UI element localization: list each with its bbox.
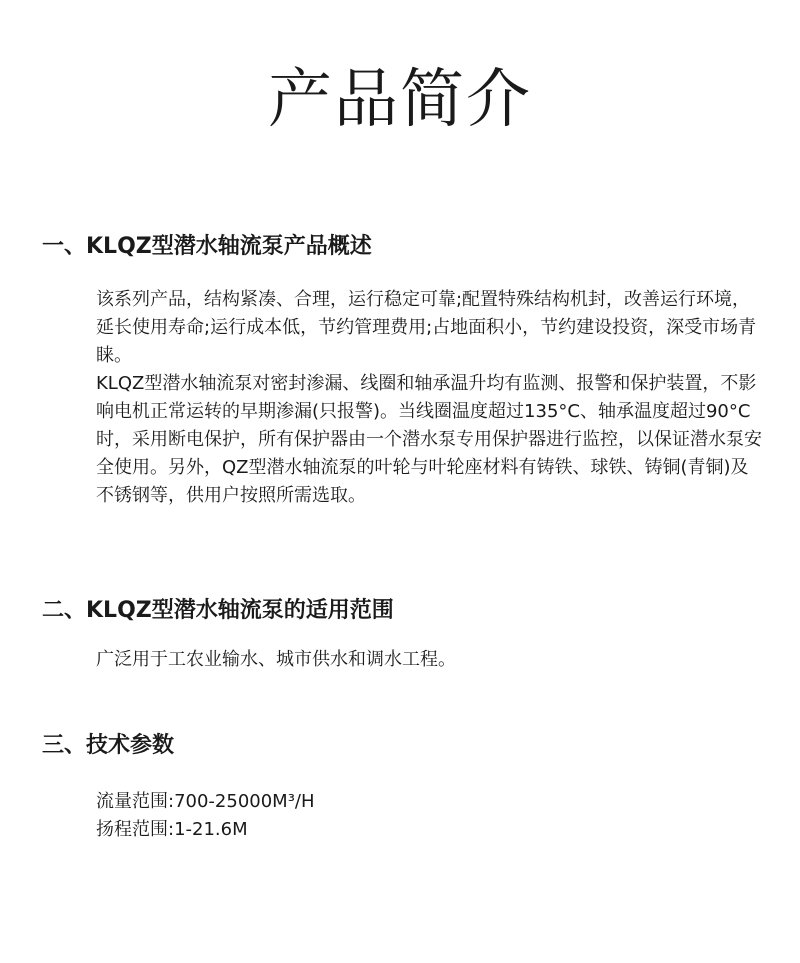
- section-heading-specs: 三、技术参数: [42, 733, 175, 758]
- section-heading-overview: 一、KLQZ型潜水轴流泵产品概述: [42, 234, 372, 259]
- overview-paragraph: KLQZ型潜水轴流泵对密封渗漏、线圈和轴承温升均有监测、报警和保护装置，不影响电机正常运转的早期渗漏(只报警)。当线圈温度超过135°C、轴承温度超过90°C时，采用断电保护，所有保护器由一个潜水泵专用保护器进行监控，以保证潜水泵安全使用。另外，QZ型潜水轴流泵的叶轮与叶轮座材料有铸铁、球铁、铸铜(青铜)及不锈钢等，供用户按照所需选取。: [96, 373, 762, 506]
- section-body-specs: [96, 788, 766, 844]
- section-body-overview: [96, 286, 766, 510]
- applications-paragraph: 广泛用于工农业输水、城市供水和调水工程。: [96, 649, 456, 670]
- page-title: 产品简介: [268, 63, 532, 137]
- spec-flow-range: 流量范围:700-25000M³/H: [96, 791, 315, 812]
- spec-head-range: 扬程范围:1-21.6M: [96, 819, 248, 840]
- section-heading-applications: 二、KLQZ型潜水轴流泵的适用范围: [42, 598, 394, 623]
- section-body-applications: [96, 646, 766, 674]
- overview-paragraph: 该系列产品，结构紧凑、合理，运行稳定可靠;配置特殊结构机封，改善运行环境，延长使用寿命;运行成本低，节约管理费用;占地面积小，节约建设投资，深受市场青睐。: [96, 289, 757, 366]
